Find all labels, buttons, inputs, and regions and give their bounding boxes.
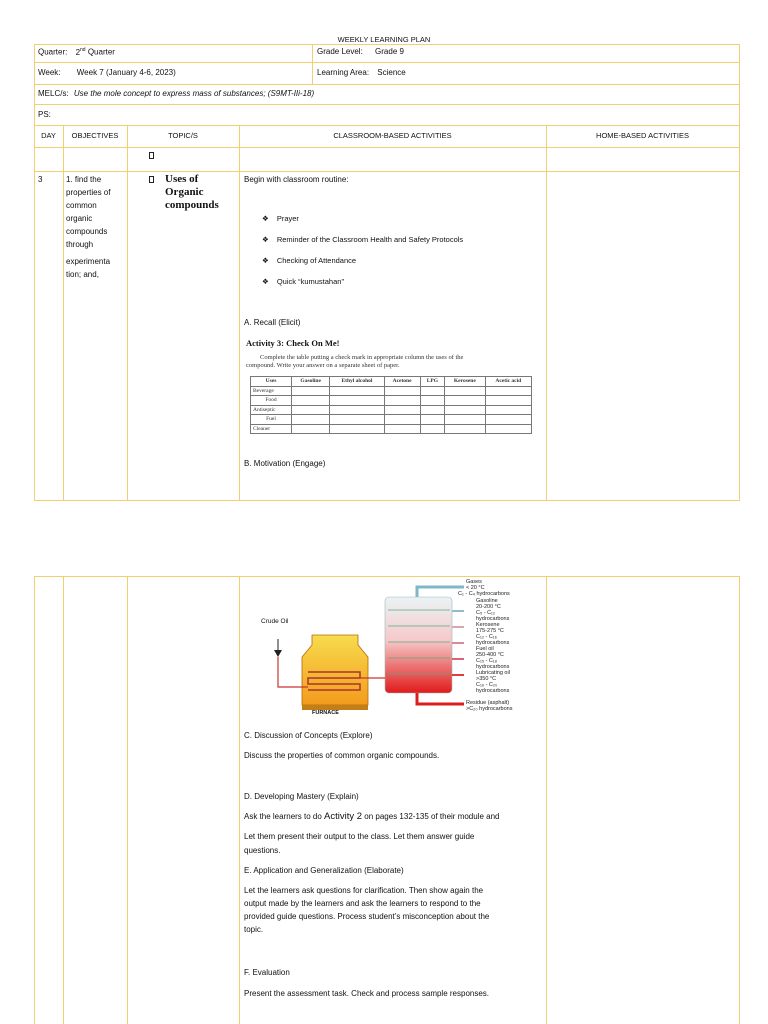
objective-line: experimenta <box>66 257 111 266</box>
diamond-bullet-icon: ❖ <box>262 256 269 265</box>
section-d-activity-ref: Activity 2 <box>324 811 363 822</box>
table-cell: Antiseptic <box>251 405 292 415</box>
fraction-text: hydrocarbons <box>476 688 510 694</box>
fraction-text: hydrocarbons <box>476 664 510 670</box>
melc-label: MELC/s: <box>38 89 69 98</box>
outlet-pipes <box>452 611 464 675</box>
melc-field <box>38 89 314 98</box>
section-f-text: Present the assessment task. Check and process sample responses. <box>244 989 490 998</box>
section-e-line: topic. <box>244 925 264 934</box>
section-d-text-part: Ask the learners to do <box>244 812 325 821</box>
routine-list <box>262 214 463 298</box>
diamond-bullet-icon: ❖ <box>262 235 269 244</box>
table-header: Kerosene <box>445 377 485 387</box>
residue-pipe <box>417 693 464 704</box>
table-cell: Food <box>251 396 292 406</box>
routine-intro: Begin with classroom routine: <box>244 175 349 184</box>
fraction-text: Gases <box>466 579 482 585</box>
section-d-text-1 <box>244 810 500 823</box>
section-e-title: E. Application and Generalization (Elaborate) <box>244 866 404 875</box>
routine-text: Prayer <box>276 214 299 223</box>
fraction-residue <box>466 700 512 712</box>
activity-title: Activity 3: Check On Me! <box>246 338 340 348</box>
fraction-text: C₁₅ - C₁₈ <box>476 658 498 664</box>
grade-field <box>317 47 404 56</box>
table-header: Uses <box>251 377 292 387</box>
fraction-text: Residue (asphalt) <box>466 700 510 706</box>
table-cell: Cleaner <box>251 424 292 434</box>
distillation-column <box>385 597 452 693</box>
fraction-text: hydrocarbons <box>476 640 510 646</box>
melc-value: Use the mole concept to express mass of substances; (S9MT-IIi-18) <box>73 89 315 98</box>
fraction-text: Gasoline <box>476 598 498 604</box>
table-cell: Beverage <box>251 386 292 396</box>
col-home: HOME-BASED ACTIVITIES <box>596 131 689 140</box>
objective-line: through <box>66 240 94 249</box>
ps-label: PS: <box>38 110 51 119</box>
section-f-title: F. Evaluation <box>244 968 290 977</box>
routine-text: Quick “kumustahan” <box>276 277 344 286</box>
motivation-heading: B. Motivation (Engage) <box>244 459 326 468</box>
checkbox-icon <box>149 152 154 161</box>
table-header: Acetic acid <box>485 377 531 387</box>
activity-instruction: compound. Write your answer on a separate sheet of paper. <box>246 362 400 369</box>
fraction-gasoline <box>476 598 509 622</box>
area-field <box>317 68 406 77</box>
table-cell: Fuel <box>251 415 292 425</box>
col-topics: TOPIC/S <box>168 131 198 140</box>
area-value: Science <box>377 68 406 77</box>
table-row <box>251 405 532 415</box>
routine-item <box>262 235 463 256</box>
objective-line: organic <box>66 214 93 223</box>
activity-image <box>246 338 538 434</box>
objective-line: compounds <box>66 227 108 236</box>
routine-item <box>262 277 463 298</box>
fraction-text: Lubricating oil <box>476 670 510 676</box>
table-header: Ethyl alcohol <box>330 377 384 387</box>
section-d-text-3: questions. <box>244 846 281 855</box>
crude-oil-label: Crude Oil <box>261 618 289 625</box>
fraction-kerosene <box>476 622 509 646</box>
fraction-text: C₅ - C₁₂ <box>476 610 496 616</box>
recall-heading: A. Recall (Elicit) <box>244 318 301 327</box>
section-e-line: output made by the learners and ask the learners to respond to the <box>244 899 481 908</box>
section-c-title: C. Discussion of Concepts (Explore) <box>244 731 373 740</box>
section-c-text: Discuss the properties of common organic compounds. <box>244 751 440 760</box>
uses-table <box>250 376 532 434</box>
table-row <box>251 415 532 425</box>
grade-label: Grade Level: <box>317 47 363 56</box>
fraction-text: < 20 °C <box>466 585 485 591</box>
section-e-text <box>244 884 544 936</box>
routine-item <box>262 214 463 235</box>
furnace-shape <box>302 635 368 705</box>
table-row <box>251 386 532 396</box>
table-row <box>251 396 532 406</box>
day-value: 3 <box>38 175 43 184</box>
table-header: LPG <box>420 377 445 387</box>
section-d-title: D. Developing Mastery (Explain) <box>244 792 359 801</box>
fraction-text: C₁₆ - C₂₀ <box>476 682 498 688</box>
quarter-field <box>38 47 115 57</box>
quarter-sup: nd <box>80 47 86 53</box>
quarter-label: Quarter: <box>38 47 68 57</box>
col-objectives: OBJECTIVES <box>71 131 119 140</box>
diamond-bullet-icon: ❖ <box>262 277 269 286</box>
table-header-row <box>251 377 532 387</box>
fraction-text: >C₂₀ hydrocarbons <box>466 706 513 712</box>
table-header: Acetone <box>384 377 420 387</box>
table-header: Gasoline <box>292 377 330 387</box>
objective-line: 1. find the <box>66 175 102 184</box>
fraction-lubricating-oil <box>476 670 510 694</box>
week-label: Week: <box>38 68 61 77</box>
fraction-fuel-oil <box>476 646 509 670</box>
week-field <box>38 68 176 77</box>
section-d-text-2: Let them present their output to the class. Let them answer guide <box>244 832 475 841</box>
topic-line: compounds <box>165 199 219 211</box>
topic-line: Organic <box>165 186 204 198</box>
area-label: Learning Area: <box>317 68 370 77</box>
fraction-text: C₁ - C₄ hydrocarbons <box>458 591 510 597</box>
objectives-cell <box>66 173 126 281</box>
routine-item <box>262 256 463 277</box>
fraction-text: Kerosene <box>476 622 500 628</box>
diamond-bullet-icon: ❖ <box>262 214 269 223</box>
col-day: DAY <box>41 131 56 140</box>
topic-line: Uses of <box>165 173 199 185</box>
topic-cell <box>165 173 219 212</box>
quarter-value: 2 <box>75 47 81 57</box>
col-classroom: CLASSROOM-BASED ACTIVITIES <box>333 131 452 140</box>
objective-line: properties of <box>66 188 111 197</box>
fraction-text: 175-275 °C <box>476 628 504 634</box>
fraction-text: 250-400 °C <box>476 652 504 658</box>
topic-checkbox-icon <box>149 176 154 185</box>
fraction-text: Fuel oil <box>476 646 494 652</box>
fraction-gases <box>458 579 510 597</box>
fraction-text: hydrocarbons <box>476 616 510 622</box>
arrow-down-icon <box>274 650 282 657</box>
week-value: Week 7 (January 4-6, 2023) <box>76 68 176 77</box>
grade-value: Grade 9 <box>375 47 404 56</box>
routine-text: Checking of Attendance <box>276 256 357 265</box>
page-title: WEEKLY LEARNING PLAN <box>337 35 431 44</box>
fraction-text: 20-200 °C <box>476 604 501 610</box>
section-e-line: Let the learners ask questions for clarification. Then show again the <box>244 886 484 895</box>
section-e-line: provided guide questions. Process student’s misconception about the <box>244 912 490 921</box>
furnace-label: FURNACE <box>312 710 339 716</box>
quarter-suffix: Quarter <box>87 47 115 57</box>
table-row <box>251 424 532 434</box>
routine-text: Reminder of the Classroom Health and Safety Protocols <box>276 235 464 244</box>
activity-instruction: Complete the table putting a check mark in appropriate column the uses of the <box>260 354 464 361</box>
objective-line: tion; and, <box>66 270 99 279</box>
fraction-text: C₁₂ - C₁₆ <box>476 634 497 640</box>
fraction-text: >350 °C <box>476 676 497 682</box>
objective-line: common <box>66 201 97 210</box>
section-d-text-part: on pages 132-135 of their module and <box>362 812 500 821</box>
